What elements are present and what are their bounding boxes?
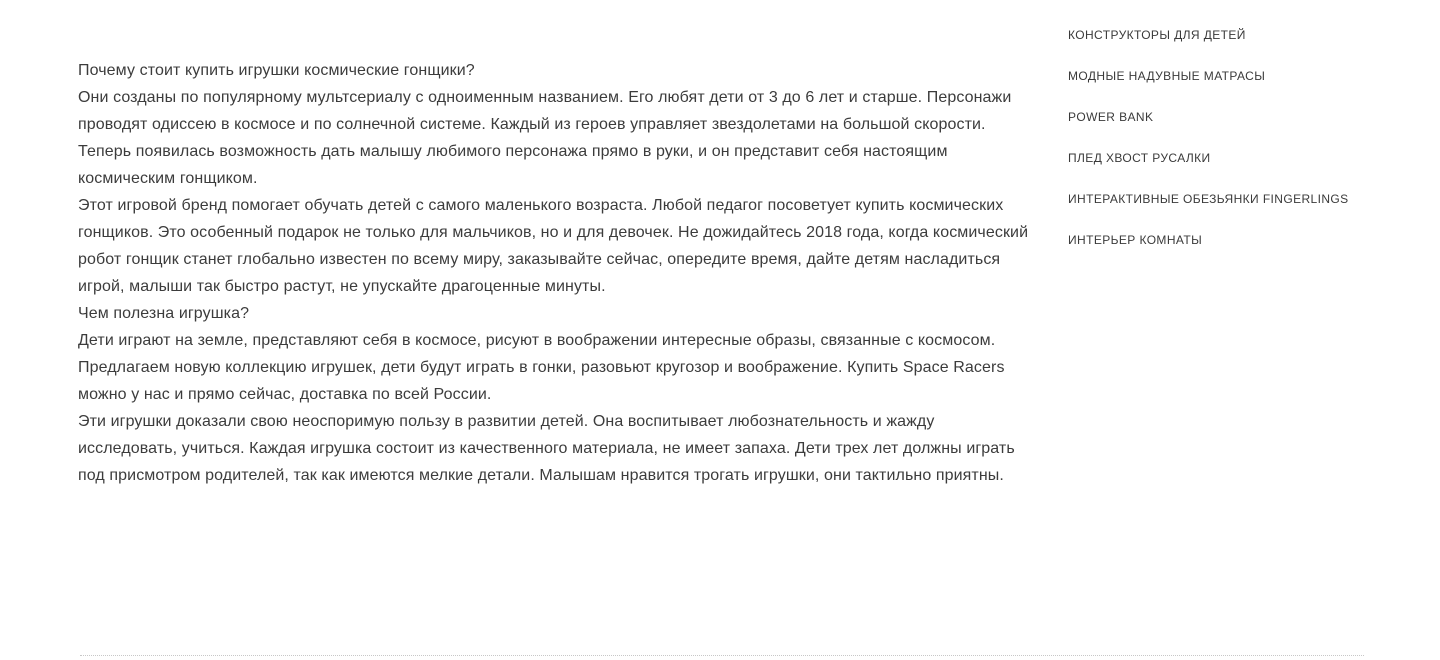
sidebar-link-constructors[interactable]: КОНСТРУКТОРЫ ДЛЯ ДЕТЕЙ: [1068, 28, 1246, 42]
footer-divider: [80, 655, 1364, 656]
article-paragraph: Дети играют на земле, представляют себя в космосе, рисуют в воображении интересные образы, связанные с космосом. Предлагаем новую коллекцию игрушек, дети будут играть в гонки, разовьют кругозор и воображение. Купить Space Racers можно у нас и прямо сейчас, доставка по всей России.: [78, 332, 1005, 403]
sidebar-link-fingerlings[interactable]: ИНТЕРАКТИВНЫЕ ОБЕЗЬЯНКИ FINGERLINGS: [1068, 192, 1349, 206]
sidebar-link-inflatable-mattresses[interactable]: МОДНЫЕ НАДУВНЫЕ МАТРАСЫ: [1068, 69, 1266, 83]
sidebar-item: [1068, 231, 1408, 272]
article-paragraph: Они созданы по популярному мультсериалу с одноименным названием. Его любят дети от 3 до 6 лет и старше. Персонажи проводят одиссею в космосе и по солнечной системе. Каждый из героев управляет звездолетами на большой скорости. Теперь появилась возможность дать малышу любимого персонажа прямо в руки, и он представит себя настоящим космическим гонщиком.: [78, 89, 1012, 187]
article-paragraph: Эти игрушки доказали свою неоспоримую пользу в развитии детей. Она воспитывает любознательность и жажду исследовать, учиться. Каждая игрушка состоит из качественного материала, не имеет запаха. Дети трех лет должны играть под присмотром родителей, так как имеются мелкие детали. Малышам нравится трогать игрушки, они тактильно приятны.: [78, 413, 1015, 484]
sidebar-item: [1068, 67, 1408, 108]
sidebar-item: [1068, 149, 1408, 190]
article-body: [78, 57, 1038, 489]
sidebar-links: [1068, 26, 1408, 272]
sidebar-link-mermaid-tail-blanket[interactable]: ПЛЕД ХВОСТ РУСАЛКИ: [1068, 151, 1211, 165]
sidebar-item: [1068, 26, 1408, 67]
sidebar-item: [1068, 108, 1408, 149]
sidebar-link-power-bank[interactable]: POWER BANK: [1068, 110, 1154, 124]
article-heading-why-buy: Почему стоит купить игрушки космические гонщики?: [78, 62, 475, 79]
sidebar-link-room-interior[interactable]: ИНТЕРЬЕР КОМНАТЫ: [1068, 233, 1203, 247]
article-paragraph: Этот игровой бренд помогает обучать детей с самого маленького возраста. Любой педагог посоветует купить космических гонщиков. Это особенный подарок не только для мальчиков, но и для девочек. Не дожидайтесь 2018 года, когда космический робот гонщик станет глобально известен по всему миру, заказывайте сейчас, опередите время, дайте детям насладиться игрой, малыши так быстро растут, не упускайте драгоценные минуты.: [78, 197, 1029, 295]
sidebar-item: [1068, 190, 1408, 231]
article-heading-benefits: Чем полезна игрушка?: [78, 305, 250, 322]
